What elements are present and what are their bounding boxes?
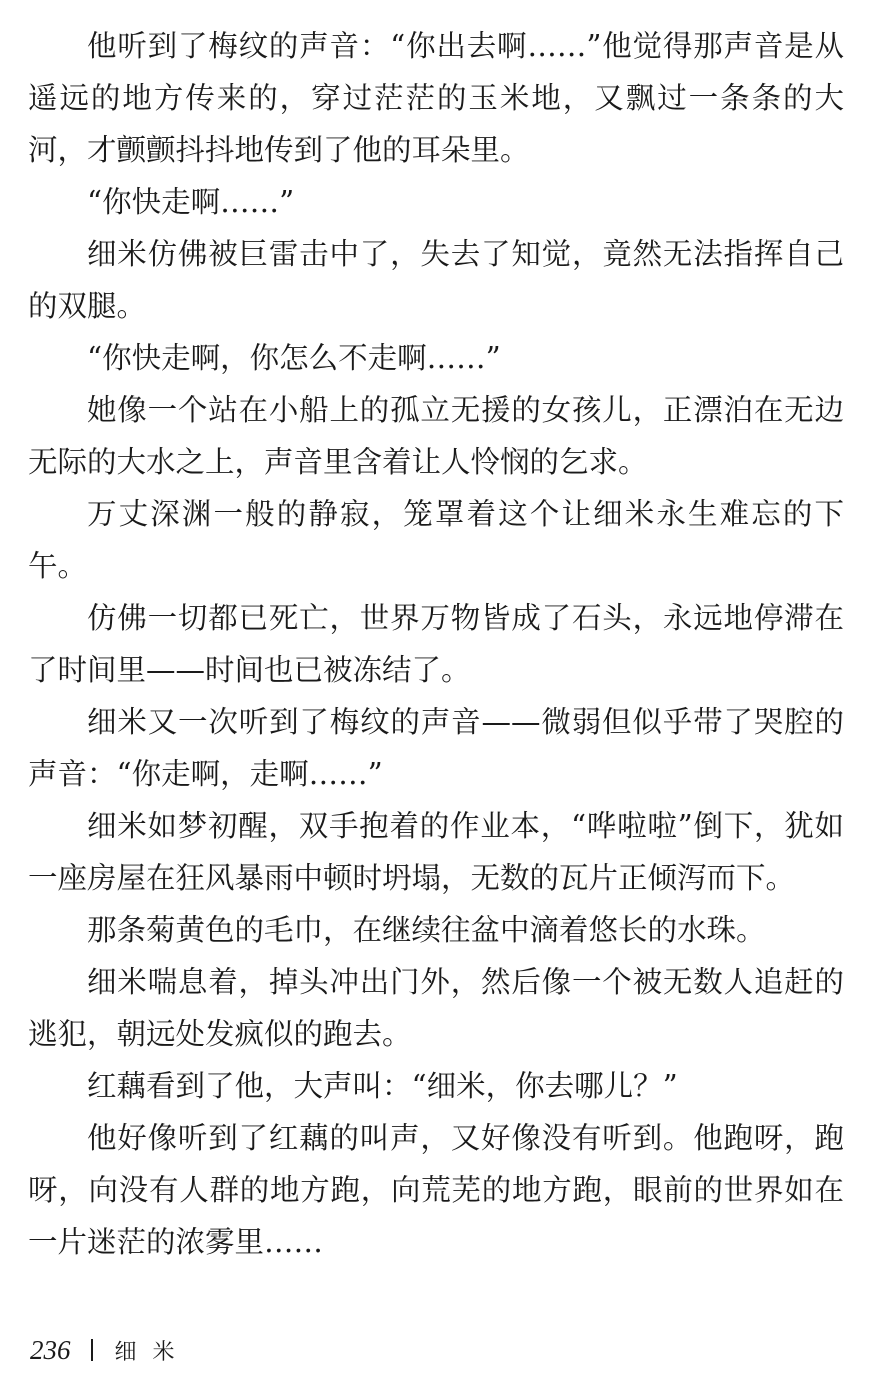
paragraph-6: 万丈深渊一般的静寂，笼罩着这个让细米永生难忘的下午。 [28, 497, 844, 583]
paragraph-12: 红藕看到了他，大声叫：“细米，你去哪儿？” [87, 1069, 678, 1103]
paragraph-13: 他好像听到了红藕的叫声，又好像没有听到。他跑呀，跑呀，向没有人群的地方跑，向荒芜的地方跑，眼前的世界如在一片迷茫的浓雾里…… [28, 1121, 844, 1259]
paragraph-11: 细米喘息着，掉头冲出门外，然后像一个被无数人追赶的逃犯，朝远处发疯似的跑去。 [28, 965, 844, 1051]
paragraph-3: 细米仿佛被巨雷击中了，失去了知觉，竟然无法指挥自己的双腿。 [28, 237, 844, 323]
book-title: 细米 [114, 1339, 191, 1365]
footer-divider [91, 1339, 93, 1361]
paragraph-4: “你快走啊，你怎么不走啊……” [87, 341, 501, 375]
paragraph-8: 细米又一次听到了梅纹的声音——微弱但似乎带了哭腔的声音：“你走啊，走啊……” [28, 705, 844, 791]
paragraph-2: “你快走啊……” [87, 185, 295, 219]
page-number: 236 [30, 1334, 71, 1365]
paragraph-7: 仿佛一切都已死亡，世界万物皆成了石头，永远地停滞在了时间里——时间也已被冻结了。 [28, 601, 844, 687]
paragraph-9: 细米如梦初醒，双手抱着的作业本，“哗啦啦”倒下，犹如一座房屋在狂风暴雨中顿时坍塌，无数的瓦片正倾泻而下。 [28, 809, 844, 895]
page-footer [30, 1330, 191, 1370]
paragraph-1: 他听到了梅纹的声音：“你出去啊……”他觉得那声音是从遥远的地方传来的，穿过茫茫的玉米地，又飘过一条条的大河，才颤颤抖抖地传到了他的耳朵里。 [28, 29, 844, 167]
paragraph-10: 那条菊黄色的毛巾，在继续往盆中滴着悠长的水珠。 [87, 913, 766, 947]
paragraph-5: 她像一个站在小船上的孤立无援的女孩儿，正漂泊在无边无际的大水之上，声音里含着让人怜悯的乞求。 [28, 393, 844, 479]
page-body [28, 20, 844, 1268]
